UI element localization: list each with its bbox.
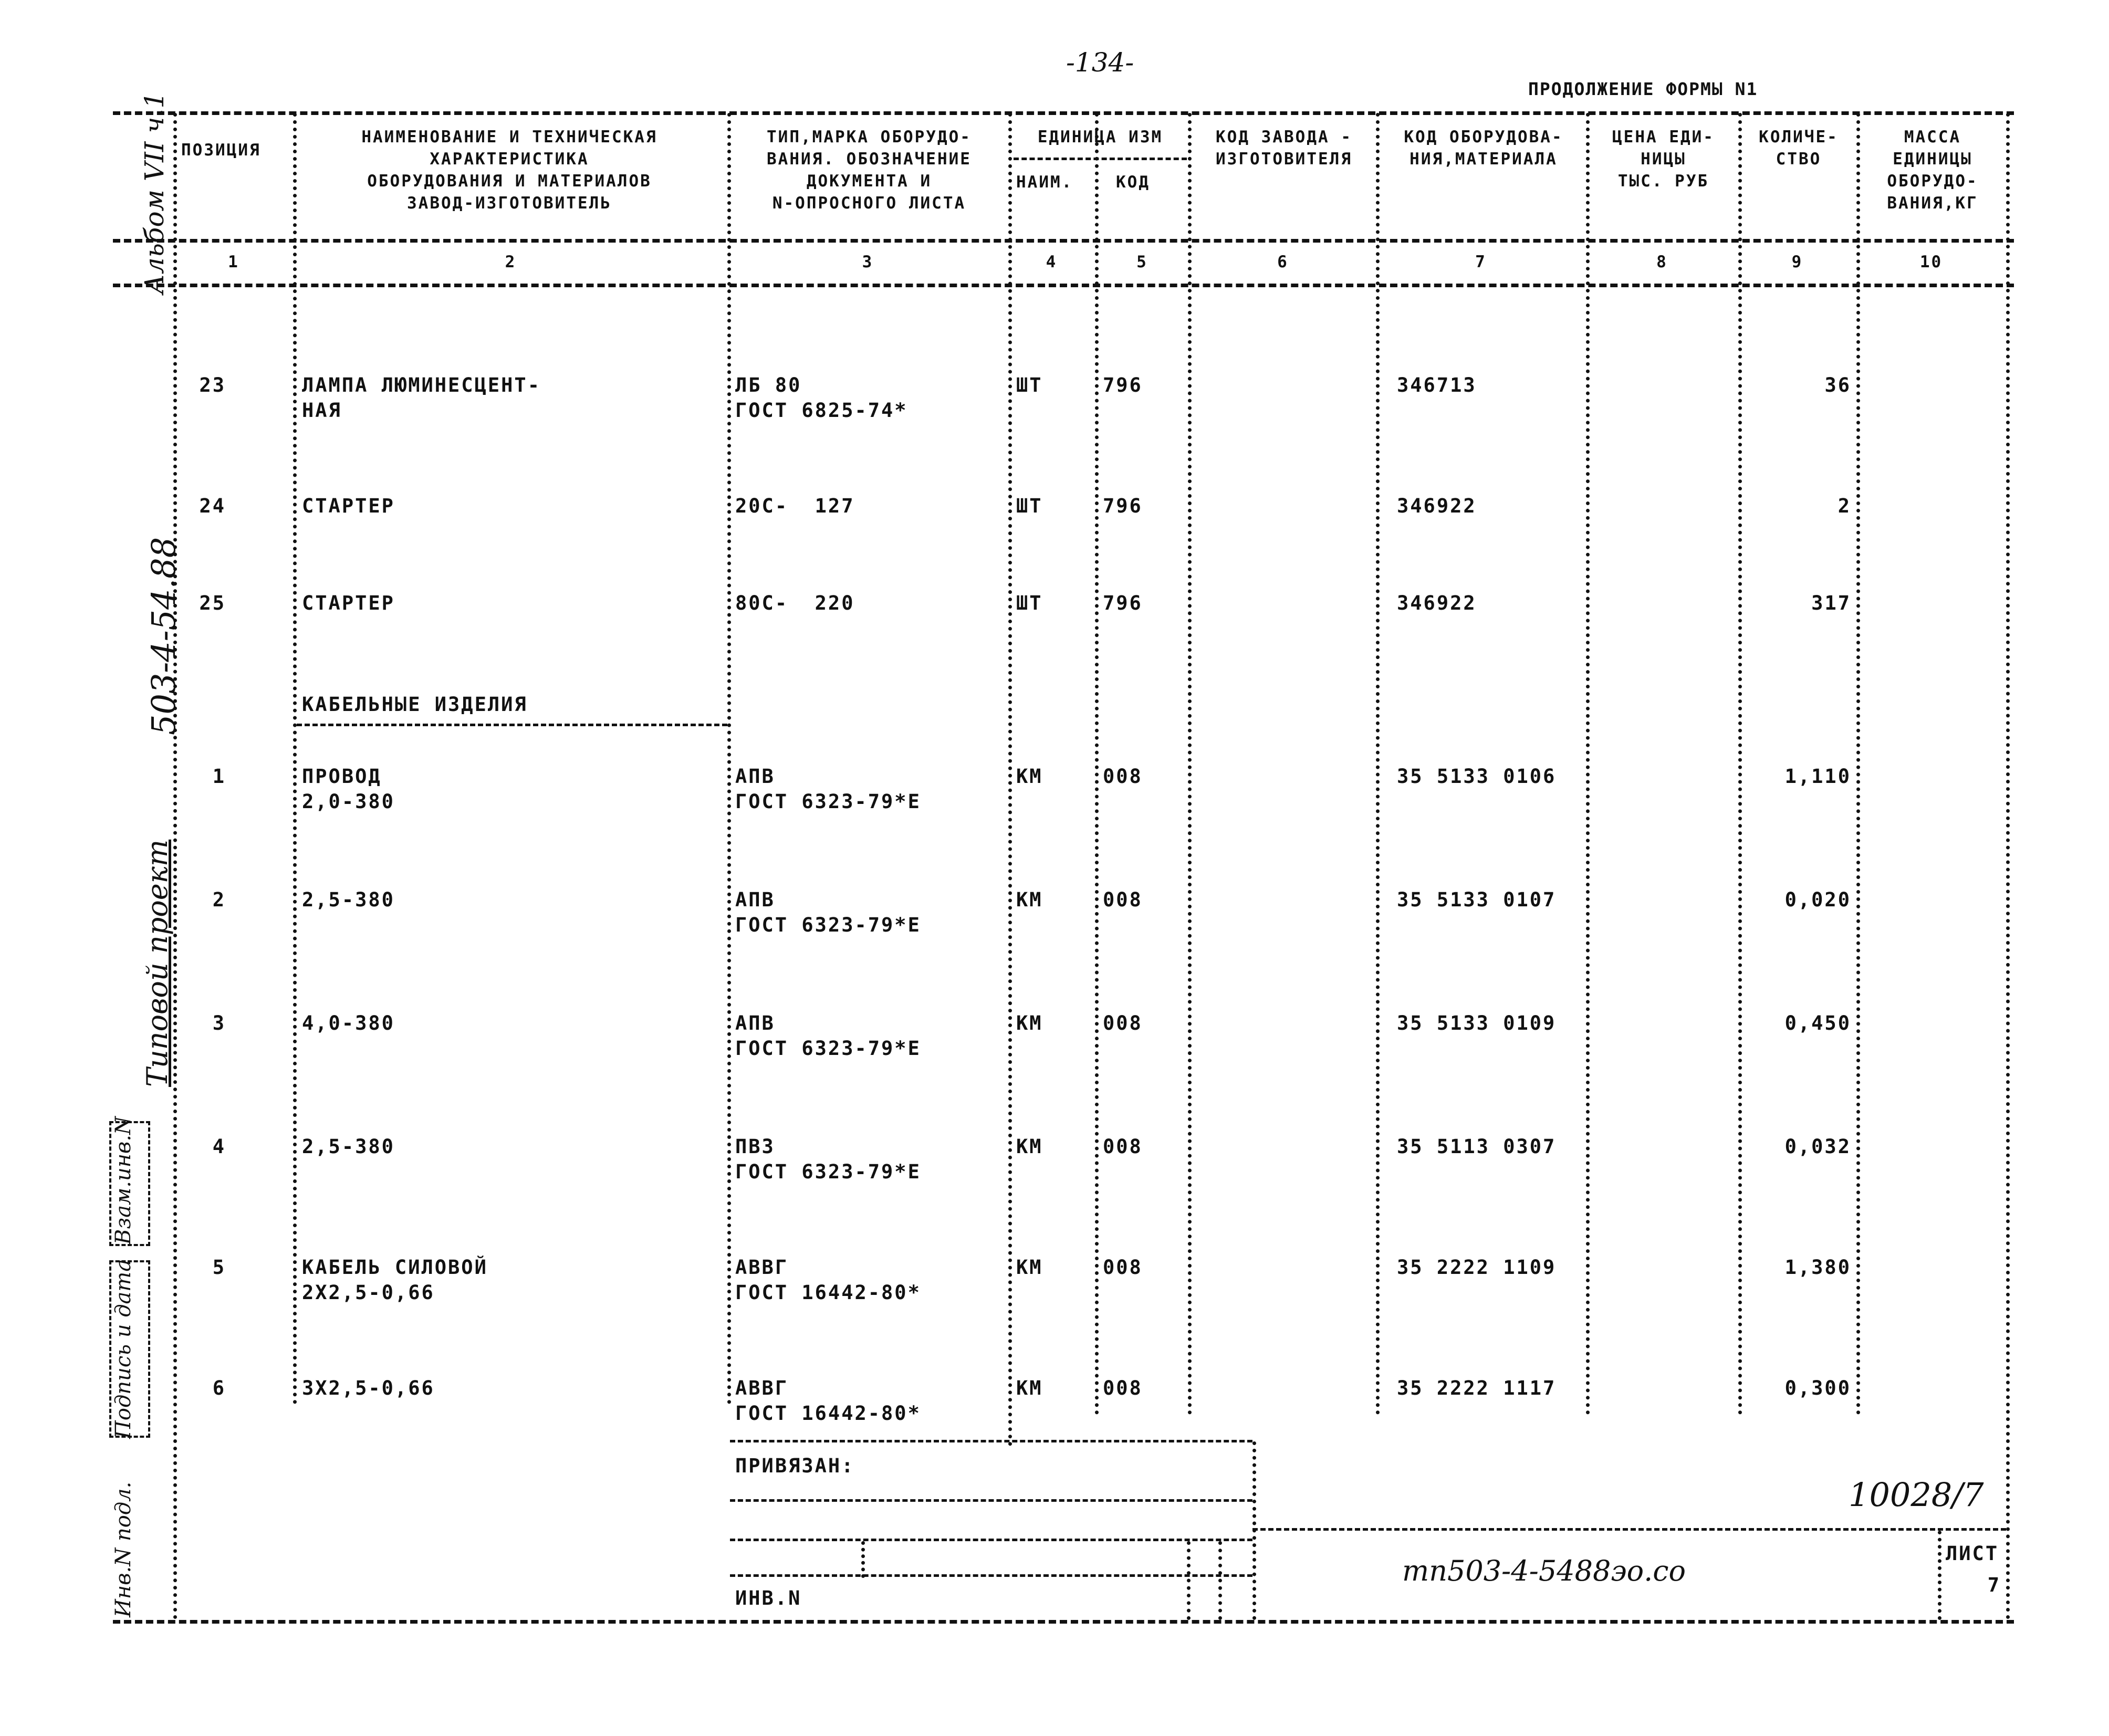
- row-name: КАБЕЛЬ СИЛОВОЙ 2Х2,5-0,66: [302, 1256, 488, 1304]
- section-title: КАБЕЛЬНЫЕ ИЗДЕЛИЯ: [302, 693, 528, 716]
- stamp-rule: [730, 1574, 1252, 1577]
- row-name: СТАРТЕР: [302, 495, 395, 517]
- col-sep: [2006, 113, 2010, 1620]
- col-number: 1: [228, 253, 239, 271]
- row-name: ПРОВОД 2,0-380: [302, 765, 395, 813]
- row-material-code: 35 5133 0106: [1397, 765, 1557, 788]
- row-position: 24: [199, 495, 226, 517]
- stamp-sheet-label: ЛИСТ: [1946, 1542, 1999, 1565]
- row-unit-code: 008: [1103, 1135, 1143, 1158]
- row-quantity: 36: [1824, 374, 1851, 396]
- row-type: ЛБ 80 ГОСТ 6825-74*: [735, 374, 908, 422]
- col-number: 7: [1475, 253, 1487, 271]
- row-unit: КМ: [1016, 1377, 1043, 1399]
- col-sep: [1095, 113, 1099, 1415]
- continuation-title: ПРОДОЛЖЕНИЕ ФОРМЫ N1: [1528, 79, 1758, 99]
- row-unit: КМ: [1016, 1135, 1043, 1158]
- row-name: ЛАМПА ЛЮМИНЕСЦЕНТ- НАЯ: [302, 374, 541, 422]
- row-material-code: 35 5133 0107: [1397, 888, 1557, 911]
- header-factory-code: КОД ЗАВОДА - ИЗГОТОВИТЕЛЯ: [1216, 128, 1352, 169]
- row-unit-code: 008: [1103, 765, 1143, 788]
- unit-split-rule: [1014, 158, 1187, 160]
- col-sep: [1856, 113, 1860, 1415]
- row-quantity: 1,110: [1784, 765, 1851, 788]
- row-name: 3Х2,5-0,66: [302, 1377, 435, 1399]
- row-type: АПВ ГОСТ 6323-79*Е: [735, 888, 921, 936]
- margin-original-inv: Инв.N подл.: [111, 1481, 135, 1617]
- row-unit: КМ: [1016, 765, 1043, 788]
- row-material-code: 35 5113 0307: [1397, 1135, 1557, 1158]
- row-unit: ШТ: [1016, 495, 1043, 517]
- row-type: АПВ ГОСТ 6323-79*Е: [735, 765, 921, 813]
- page-number: -134-: [1066, 47, 1134, 78]
- stamp-bound-label: ПРИВЯЗАН:: [735, 1455, 855, 1477]
- row-quantity: 317: [1811, 592, 1851, 614]
- col-sep: [1008, 113, 1012, 1447]
- row-quantity: 0,450: [1784, 1012, 1851, 1034]
- col-number: 3: [862, 253, 874, 271]
- row-unit: КМ: [1016, 888, 1043, 911]
- col-sep: [1376, 113, 1380, 1415]
- row-material-code: 35 5133 0109: [1397, 1012, 1557, 1034]
- row-type: ПВ3 ГОСТ 6323-79*Е: [735, 1135, 921, 1183]
- col-sep: [1188, 113, 1192, 1415]
- col-number: 2: [505, 253, 517, 271]
- stamp-rule: [730, 1539, 1252, 1541]
- table-bottom-rule: [113, 1620, 2014, 1624]
- row-material-code: 346922: [1397, 495, 1477, 517]
- col-number: 4: [1046, 253, 1058, 271]
- row-position: 6: [212, 1377, 226, 1399]
- stamp-handwritten-number: 10028/7: [1849, 1476, 1984, 1514]
- table-top-rule: [113, 111, 2014, 115]
- col-sep: [727, 113, 731, 1405]
- row-position: 23: [199, 374, 226, 396]
- row-material-code: 35 2222 1109: [1397, 1256, 1557, 1279]
- row-unit-code: 796: [1103, 592, 1143, 614]
- row-unit-code: 008: [1103, 1256, 1143, 1279]
- stamp-inv-label: ИНВ.N: [735, 1587, 802, 1609]
- row-position: 1: [212, 765, 226, 788]
- margin-album: Альбом VII ч.1: [139, 91, 170, 294]
- stamp-col: [861, 1541, 865, 1578]
- row-material-code: 346922: [1397, 592, 1477, 614]
- colnum-bottom-rule: [113, 284, 2014, 287]
- row-quantity: 0,020: [1784, 888, 1851, 911]
- header-quantity: КОЛИЧЕ- СТВО: [1759, 128, 1839, 169]
- header-bottom-rule: [113, 239, 2014, 243]
- header-name: НАИМЕНОВАНИЕ И ТЕХНИЧЕСКАЯ ХАРАКТЕРИСТИКА ОБОРУДОВАНИЯ И МАТЕРИАЛОВ ЗАВОД-ИЗГОТОВИТЕЛЬ: [361, 128, 657, 213]
- col-sep: [293, 113, 297, 1405]
- stamp-right-rule: [1252, 1528, 2006, 1531]
- header-price: ЦЕНА ЕДИ- НИЦЫ ТЫС. РУБ: [1612, 128, 1715, 191]
- row-unit: КМ: [1016, 1012, 1043, 1034]
- row-unit: КМ: [1016, 1256, 1043, 1279]
- row-unit-code: 796: [1103, 495, 1143, 517]
- stamp-col: [1252, 1441, 1256, 1620]
- header-unit-code: КОД: [1116, 173, 1150, 192]
- margin-signature-date: Подпись и дата: [111, 1259, 135, 1439]
- row-position: 3: [212, 1012, 226, 1034]
- row-unit: ШТ: [1016, 374, 1043, 396]
- row-name: СТАРТЕР: [302, 592, 395, 614]
- col-number: 6: [1277, 253, 1289, 271]
- row-material-code: 346713: [1397, 374, 1477, 396]
- margin-box-replaced: [109, 1121, 150, 1246]
- row-unit-code: 008: [1103, 888, 1143, 911]
- row-quantity: 0,032: [1784, 1135, 1851, 1158]
- row-name: 2,5-380: [302, 888, 395, 911]
- col-sep: [1586, 113, 1590, 1415]
- col-number: 10: [1919, 253, 1943, 271]
- header-unit: ЕДИНИЦА ИЗМ: [1037, 128, 1163, 147]
- stamp-col: [1938, 1531, 1941, 1620]
- row-type: 20С- 127: [735, 495, 855, 517]
- row-unit-code: 008: [1103, 1377, 1143, 1399]
- stamp-doc-code: тп503-4-5488эо.со: [1402, 1554, 1686, 1587]
- header-mass: МАССА ЕДИНИЦЫ ОБОРУДО- ВАНИЯ,КГ: [1887, 128, 1978, 213]
- row-position: 25: [199, 592, 226, 614]
- margin-project-code: 503-4-54.88: [144, 537, 183, 735]
- row-quantity: 0,300: [1784, 1377, 1851, 1399]
- header-type: ТИП,МАРКА ОБОРУДО- ВАНИЯ. ОБОЗНАЧЕНИЕ ДОКУМЕНТА И N-ОПРОСНОГО ЛИСТА: [767, 128, 972, 213]
- row-name: 2,5-380: [302, 1135, 395, 1158]
- stamp-col: [1218, 1541, 1222, 1620]
- row-unit-code: 008: [1103, 1012, 1143, 1034]
- header-position: ПОЗИЦИЯ: [181, 141, 261, 160]
- header-material-code: КОД ОБОРУДОВА- НИЯ,МАТЕРИАЛА: [1404, 128, 1563, 169]
- col-number: 9: [1791, 253, 1803, 271]
- row-type: АВВГ ГОСТ 16442-80*: [735, 1256, 921, 1304]
- row-material-code: 35 2222 1117: [1397, 1377, 1557, 1399]
- header-unit-name: НАИМ.: [1016, 173, 1073, 192]
- stamp-col: [1187, 1541, 1191, 1620]
- stamp-sheet-number: 7: [1987, 1574, 2001, 1596]
- row-type: АПВ ГОСТ 6323-79*Е: [735, 1012, 921, 1060]
- row-type: 80С- 220: [735, 592, 855, 614]
- margin-box-signature: [109, 1260, 150, 1438]
- row-quantity: 1,380: [1784, 1256, 1851, 1279]
- row-quantity: 2: [1837, 495, 1851, 517]
- section-title-rule: [297, 724, 727, 726]
- row-unit-code: 796: [1103, 374, 1143, 396]
- row-unit: ШТ: [1016, 592, 1043, 614]
- margin-typical-project: Типовой проект: [141, 839, 174, 1087]
- row-name: 4,0-380: [302, 1012, 395, 1034]
- stamp-top-rule: [730, 1440, 1252, 1442]
- row-position: 2: [212, 888, 226, 911]
- col-number: 8: [1656, 253, 1668, 271]
- margin-replaced-inv: Взам.инв.N: [111, 1116, 135, 1245]
- row-type: АВВГ ГОСТ 16442-80*: [735, 1377, 921, 1425]
- stamp-rule: [730, 1499, 1252, 1502]
- row-position: 4: [212, 1135, 226, 1158]
- row-position: 5: [212, 1256, 226, 1279]
- col-number: 5: [1136, 253, 1148, 271]
